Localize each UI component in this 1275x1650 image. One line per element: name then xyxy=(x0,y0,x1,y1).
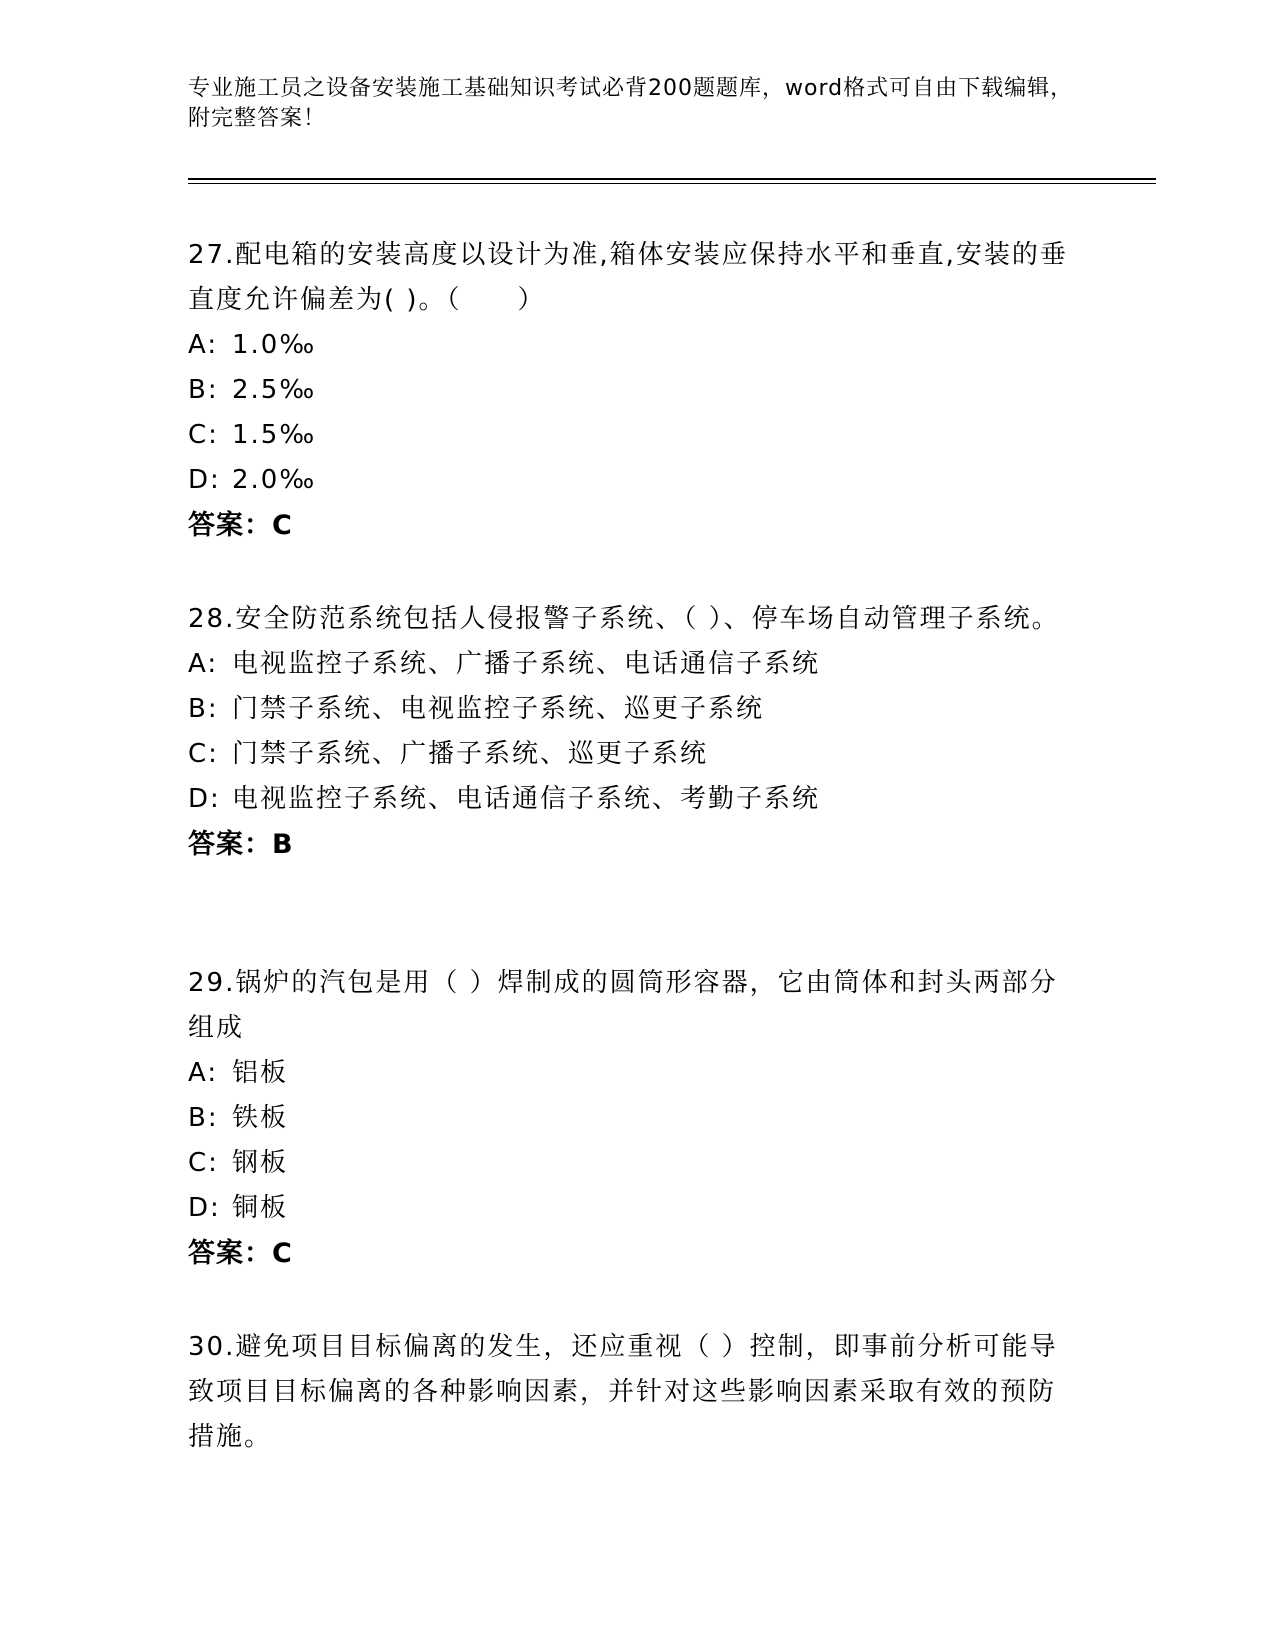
option-d xyxy=(188,458,1078,503)
question-text: 28.安全防范系统包括人侵报警子系统、（ ）、停车场自动管理子系统。 xyxy=(188,604,1060,634)
option-letter: D: xyxy=(188,465,221,495)
option-text: 铝板 xyxy=(232,1058,289,1088)
option-letter: C: xyxy=(188,1148,219,1178)
option-c xyxy=(188,732,1078,777)
option-c xyxy=(188,1141,1078,1186)
answer-label: 答案：B xyxy=(188,829,294,860)
option-text: 铁板 xyxy=(232,1103,289,1133)
option-letter: A: xyxy=(188,330,219,360)
question-28 xyxy=(188,597,1078,867)
option-letter: A: xyxy=(188,1058,219,1088)
option-b xyxy=(188,1096,1078,1141)
option-letter: A: xyxy=(188,649,219,679)
header-divider-thin xyxy=(188,183,1156,184)
option-letter: B: xyxy=(188,694,219,724)
option-letter: C: xyxy=(188,739,219,769)
option-text: 2.0‰ xyxy=(232,465,317,495)
header-divider xyxy=(188,178,1156,180)
option-text: 1.5‰ xyxy=(232,420,317,450)
option-text: 门禁子系统、电视监控子系统、巡更子系统 xyxy=(232,694,765,724)
option-letter: C: xyxy=(188,420,219,450)
question-text: 30.避免项目目标偏离的发生，还应重视（ ）控制，即事前分析可能导致项目目标偏离的各种影响因素，并针对这些影响因素采取有效的预防措施。 xyxy=(188,1332,1058,1452)
option-d xyxy=(188,1186,1078,1231)
question-30 xyxy=(188,1325,1078,1460)
option-letter: B: xyxy=(188,1103,219,1133)
option-text: 钢板 xyxy=(232,1148,289,1178)
option-b xyxy=(188,687,1078,732)
question-27 xyxy=(188,233,1078,548)
option-letter: D: xyxy=(188,1193,221,1223)
document-header: 专业施工员之设备安装施工基础知识考试必背200题题库，word格式可自由下载编辑，附完整答案！ xyxy=(188,76,1074,131)
option-c xyxy=(188,413,1078,458)
answer-label: 答案：C xyxy=(188,510,293,541)
question-text: 29.锅炉的汽包是用（ ）焊制成的圆筒形容器，它由筒体和封头两部分组成 xyxy=(188,968,1058,1043)
option-text: 电视监控子系统、广播子系统、电话通信子系统 xyxy=(232,649,821,679)
option-text: 1.0‰ xyxy=(232,330,317,360)
option-text: 电视监控子系统、电话通信子系统、考勤子系统 xyxy=(232,784,821,814)
option-text: 2.5‰ xyxy=(232,375,317,405)
option-a xyxy=(188,1051,1078,1096)
option-letter: B: xyxy=(188,375,219,405)
question-29 xyxy=(188,961,1078,1276)
option-d xyxy=(188,777,1078,822)
option-a xyxy=(188,323,1078,368)
question-text: 27.配电箱的安装高度以设计为准,箱体安装应保持水平和垂直,安装的垂直度允许偏差为( )。（ ） xyxy=(188,240,1068,315)
option-a xyxy=(188,642,1078,687)
option-letter: D: xyxy=(188,784,221,814)
option-text: 门禁子系统、广播子系统、巡更子系统 xyxy=(232,739,709,769)
answer-label: 答案：C xyxy=(188,1238,293,1269)
option-text: 铜板 xyxy=(232,1193,289,1223)
option-b xyxy=(188,368,1078,413)
